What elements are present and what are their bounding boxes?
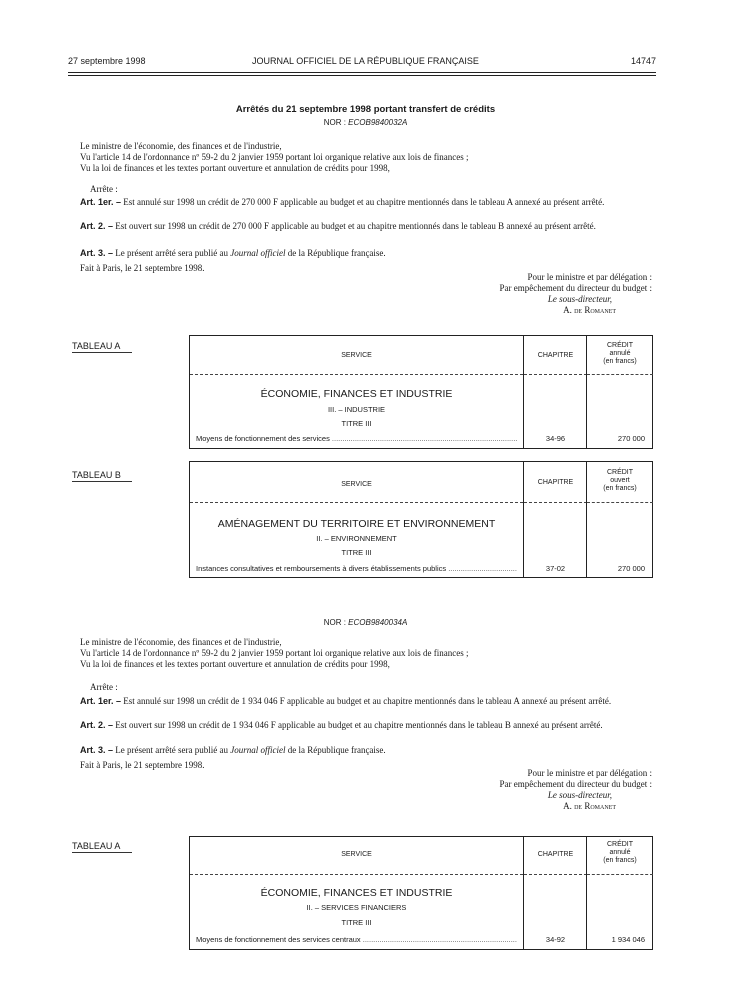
table1 [189,335,653,449]
table3-col-service: SERVICE [341,851,372,858]
table3 [189,836,653,950]
table1-col-credit: CRÉDIT annulé (en francs) [603,342,637,365]
header-journal: JOURNAL OFFICIEL DE LA RÉPUBLIQUE FRANÇAISE [252,56,479,66]
table2-col-chapitre: CHAPITRE [537,479,574,486]
decree1-arrete: Arrête : [90,184,118,194]
table1-sub: III. – INDUSTRIE [327,405,386,414]
table2-titre: TITRE III [341,548,372,557]
table3-col-credit: CRÉDIT annulé (en francs) [603,841,637,864]
table2-col-credit: CRÉDIT ouvert (en francs) [603,469,637,492]
nor-2: NOR : ECOB9840034A [323,618,408,627]
table1-col-service: SERVICE [341,352,372,359]
decree2-fait: Fait à Paris, le 21 septembre 1998. [80,760,205,770]
decree2-art1: Art. 1er. – Est annulé sur 1998 un crédit de 1 934 046 F applicable au budget et au chapitre mentionnés dans le tableau A annexé au présent arrêté. [80,696,612,706]
table3-label-rule [72,852,132,853]
table3-col-chapitre: CHAPITRE [537,851,574,858]
decree1-fait: Fait à Paris, le 21 septembre 1998. [80,263,205,273]
table1-section: ÉCONOMIE, FINANCES ET INDUSTRIE [260,388,453,400]
table1-label-rule [72,352,132,353]
decree2-intro: Le ministre de l'économie, des finances et de l'industrie, Vu l'article 14 de l'ordonnance nº 59-2 du 2 janvier 1959 portant loi organique relative aux lois de finances ; Vu la loi de finances et les textes portant ouverture et annulation de crédits pour 1998, [80,637,469,669]
decree1-art1: Art. 1er. – Est annulé sur 1998 un crédit de 270 000 F applicable au budget et au chapitre mentionnés dans le tableau A annexé au présent arrêté. [80,197,605,207]
table1-col-chapitre: CHAPITRE [537,352,574,359]
decree1-art2: Art. 2. – Est ouvert sur 1998 un crédit de 270 000 F applicable au budget et au chapitre mentionnés dans le tableau B annexé au présent arrêté. [80,221,596,231]
decree2-art3: Art. 3. – Le présent arrêté sera publié au Journal officiel de la République française. [80,745,386,755]
page-title: Arrêtés du 21 septembre 1998 portant transfert de crédits [235,104,496,115]
table3-chapitre: 34-92 [545,935,566,944]
table1-chapitre: 34-96 [545,434,566,443]
table2-label: TABLEAU B [72,470,121,480]
table3-label: TABLEAU A [72,841,121,851]
table1-titre: TITRE III [341,419,372,428]
header-date: 27 septembre 1998 [68,56,146,66]
table3-credit: 1 934 046 [611,935,645,944]
table2-sub: II. – ENVIRONNEMENT [316,534,397,543]
table3-row-label: Moyens de fonctionnement des services centraux ..... [196,935,517,944]
table1-row-label: Moyens de fonctionnement des services ..... [196,434,517,443]
table2-chapitre: 37-02 [545,564,566,573]
decree2-art2: Art. 2. – Est ouvert sur 1998 un crédit de 1 934 046 F applicable au budget et au chapitre mentionnés dans le tableau B annexé au présent arrêté. [80,720,603,730]
table1-label: TABLEAU A [72,341,121,351]
table2-row-label: Instances consultatives et remboursements à divers établissements publics ..... [196,564,517,573]
table2 [189,461,653,578]
nor-1: NOR : ECOB9840032A [323,118,408,127]
header-page: 14747 [630,56,656,66]
table1-credit: 270 000 [617,434,645,443]
table2-section: AMÉNAGEMENT DU TERRITOIRE ET ENVIRONNEMENT [217,518,496,530]
header-rule [68,72,656,73]
decree2-signature: Pour le ministre et par délégation : Par empêchement du directeur du budget : Le sous-directeur, A. de Romanet [499,768,652,811]
table3-sub: II. – SERVICES FINANCIERS [306,903,407,912]
table3-section: ÉCONOMIE, FINANCES ET INDUSTRIE [260,887,453,899]
table2-label-rule [72,481,132,482]
table2-col-service: SERVICE [341,481,372,488]
table3-titre: TITRE III [341,918,372,927]
decree1-signature: Pour le ministre et par délégation : Par empêchement du directeur du budget : Le sous-directeur, A. de Romanet [499,272,652,315]
decree1-art3: Art. 3. – Le présent arrêté sera publié au Journal officiel de la République française. [80,248,386,258]
decree2-arrete: Arrête : [90,682,118,692]
header-rule-2 [68,75,656,76]
table2-credit: 270 000 [617,564,645,573]
decree1-intro: Le ministre de l'économie, des finances et de l'industrie, Vu l'article 14 de l'ordonnance nº 59-2 du 2 janvier 1959 portant loi organique relative aux lois de finances ; Vu la loi de finances et les textes portant ouverture et annulation de crédits pour 1998, [80,141,469,173]
